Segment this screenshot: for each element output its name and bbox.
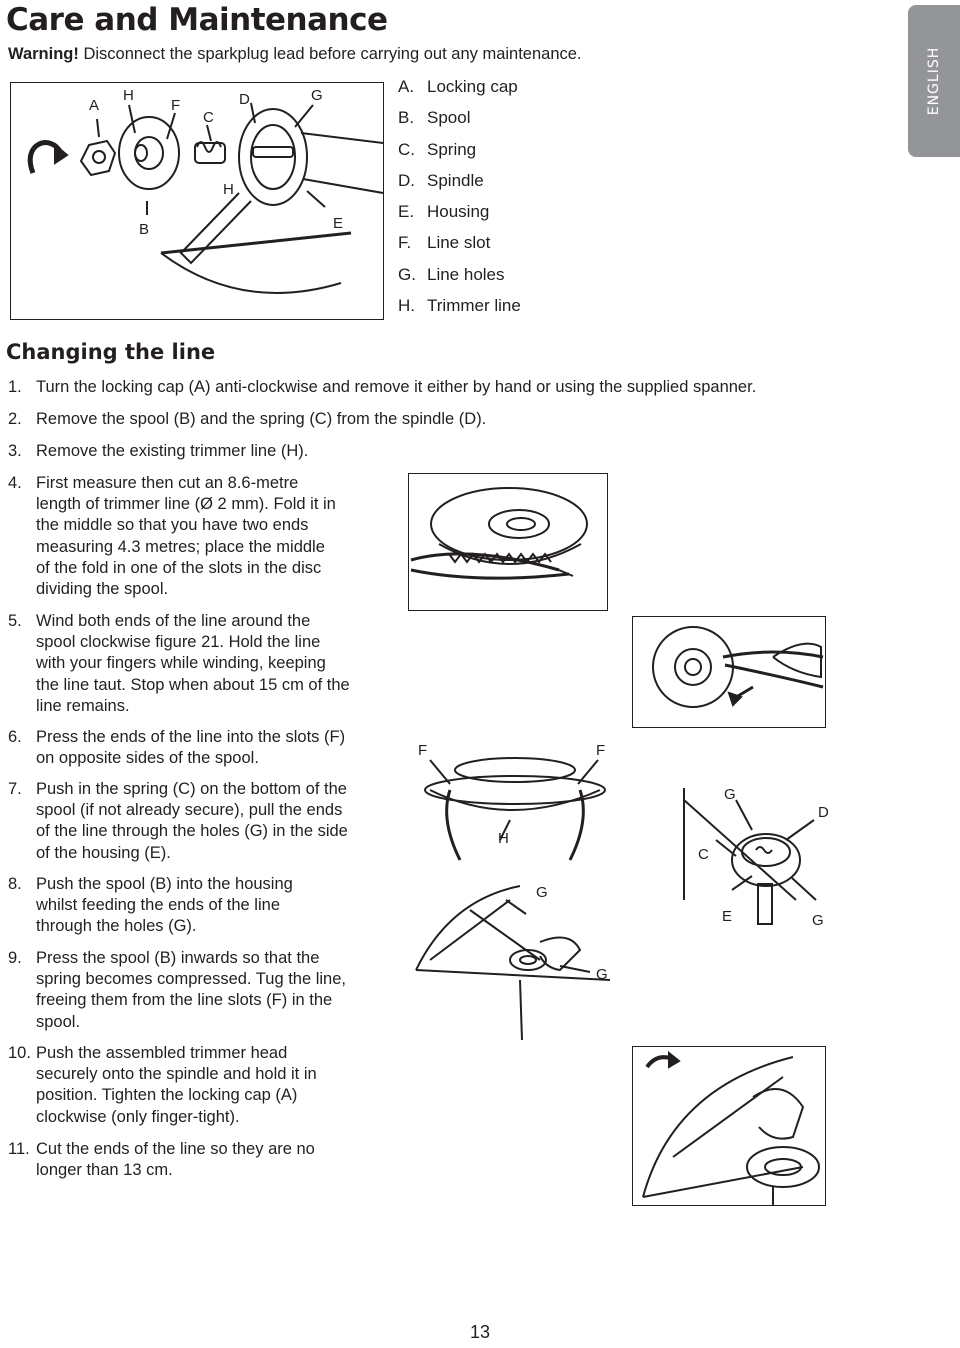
step-8: 8. Push the spool (B) into the housing whilst feeding the ends of the line through the holes (G).: [8, 875, 293, 936]
page-number: 13: [469, 1322, 491, 1342]
label-c-housing: C: [698, 846, 709, 863]
line-slots-figure: [410, 740, 620, 870]
label-f: F: [171, 97, 181, 114]
legend-item: D. Spindle: [398, 170, 484, 190]
language-tab-label: ENGLISH: [926, 46, 942, 116]
step-7: 7. Push in the spring (C) on the bottom of the spool (if not already secure), pull the ends of the line through the holes (G) in the side of the housing (E).: [8, 780, 348, 862]
label-e-housing: E: [722, 908, 733, 925]
label-g-housing-top: G: [724, 786, 736, 803]
line-slots-drawing: [410, 740, 620, 870]
label-f-left: F: [418, 742, 428, 759]
spool-fold-drawing: [409, 474, 607, 610]
legend-item: E. Housing: [398, 202, 490, 222]
exploded-view-figure: [10, 82, 384, 320]
step-1: 1. Turn the locking cap (A) anti-clockwise and remove it either by hand or using the supplied spanner.: [8, 378, 757, 396]
winding-drawing: [633, 617, 825, 727]
step-3: 3. Remove the existing trimmer line (H).: [8, 442, 309, 460]
step-9: 9. Press the spool (B) inwards so that the spring becomes compressed. Tug the line, freeing them from the line slots (F) in the spool.: [8, 949, 346, 1031]
legend-item: H. Trimmer line: [398, 296, 521, 316]
label-d: D: [239, 91, 250, 108]
legend-item: F. Line slot: [398, 233, 491, 253]
parts-legend: [398, 76, 521, 326]
step-5: 5. Wind both ends of the line around the spool clockwise figure 21. Hold the line with your fingers while winding, keeping the line taut. Stop when about 15 cm of the line remains.: [8, 612, 350, 715]
language-tab: [908, 5, 960, 157]
label-h: H: [123, 87, 134, 104]
winding-figure: [632, 616, 826, 728]
exploded-view-drawing: [11, 83, 383, 319]
label-h-slots: H: [498, 830, 509, 847]
label-a: A: [89, 97, 100, 114]
label-b: B: [139, 221, 150, 238]
step-11: 11. Cut the ends of the line so they are no longer than 13 cm.: [8, 1140, 315, 1180]
housing-figure: [676, 780, 836, 930]
label-g-assembly-right: G: [596, 966, 608, 983]
locking-cap-drawing: [633, 1047, 825, 1205]
label-c: C: [203, 109, 214, 126]
warning-label: Warning!: [8, 45, 79, 63]
step-6: 6. Press the ends of the line into the slots (F) on opposite sides of the spool.: [8, 728, 346, 768]
spool-fold-figure: [408, 473, 608, 611]
warning-text: Disconnect the sparkplug lead before carrying out any maintenance.: [83, 45, 582, 63]
label-g-housing-bottom: G: [812, 912, 824, 929]
label-d-housing: D: [818, 804, 829, 821]
warning-note: [8, 45, 582, 64]
section-title: Changing the line: [6, 340, 216, 364]
spool-push-drawing: [410, 880, 630, 1040]
legend-item: C. Spring: [398, 139, 477, 159]
legend-item: G. Line holes: [398, 264, 505, 284]
label-f-right: F: [596, 742, 606, 759]
page-title: Care and Maintenance: [6, 2, 388, 38]
legend-item: A. Locking cap: [398, 77, 518, 96]
label-g-assembly-top: G: [536, 884, 548, 901]
label-g: G: [311, 87, 323, 104]
spool-push-figure: [410, 880, 630, 1040]
step-2: 2. Remove the spool (B) and the spring (C) from the spindle (D).: [8, 410, 487, 428]
legend-item: B. Spool: [398, 108, 471, 128]
step-10: 10. Push the assembled trimmer head securely onto the spindle and hold it in position. Tighten the locking cap (A) clockwise (only finger-tight).: [8, 1044, 317, 1126]
step-4: 4. First measure then cut an 8.6-metre length of trimmer line (Ø 2 mm). Fold it in the middle so that you have two ends measuring 4.3 metres; place the middle of the fold in one of the slots in the disc dividing the spool.: [8, 474, 336, 599]
locking-cap-figure: [632, 1046, 826, 1206]
label-h2: H: [223, 181, 234, 198]
label-e: E: [333, 215, 344, 232]
